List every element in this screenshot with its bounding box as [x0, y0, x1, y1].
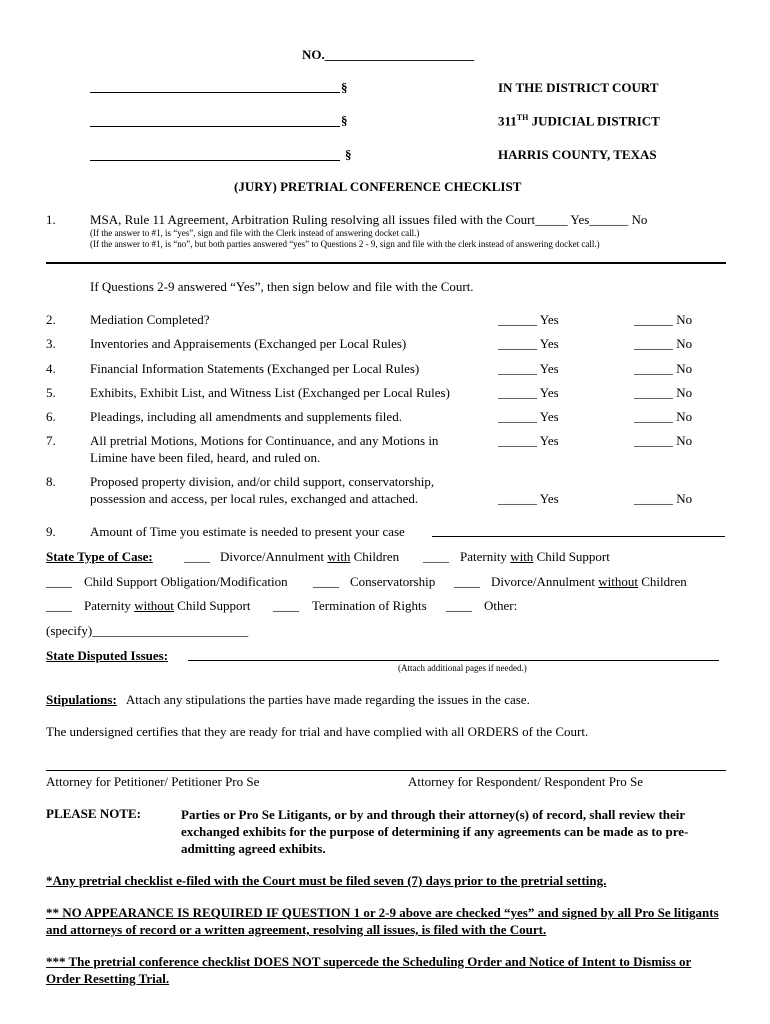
q-number: 5.	[46, 385, 56, 400]
party-line-2[interactable]	[90, 126, 340, 127]
q-text: Exhibits, Exhibit List, and Witness List (Exchanged per Local Rules)	[90, 385, 450, 400]
case-type-blank[interactable]: ____	[313, 574, 339, 589]
case-number-label[interactable]: NO._______________________	[302, 47, 475, 62]
disputed-issues-label: State Disputed Issues:	[46, 648, 169, 663]
specify-field[interactable]: (specify)________________________	[46, 623, 249, 638]
case-type-paternity-with-support: Paternity with Child Support	[460, 549, 610, 564]
stipulations	[46, 692, 530, 708]
q-number: 4.	[46, 361, 56, 376]
q-number: 6.	[46, 409, 56, 424]
please-note-text: Parties or Pro Se Litigants, or by and through their attorney(s) of record, shall review their exchanged exhibits for the purpose of determining if any agreements can be made as to pre-admitting agreed exhibits.	[181, 807, 689, 856]
q-text: Inventories and Appraisements (Exchanged per Local Rules)	[90, 336, 407, 351]
judicial-district	[498, 113, 660, 129]
time-estimate-field[interactable]	[432, 536, 725, 537]
no-checkbox[interactable]: ______ No	[634, 433, 693, 448]
q-text-cont: possession and access, per local rules, exchanged and attached.	[90, 491, 419, 506]
section-divider	[46, 262, 726, 264]
court-name: IN THE DISTRICT COURT	[498, 80, 659, 95]
q1-note-no: (If the answer to #1, is “no”, but both parties answered “yes” to Questions 2 - 9, sign and file with the clerk instead of answering docket call.)	[90, 239, 600, 249]
page-title: (JURY) PRETRIAL CONFERENCE CHECKLIST	[234, 179, 522, 194]
certification-text: The undersigned certifies that they are ready for trial and have complied with all ORDERS of the Court.	[46, 724, 589, 739]
party-line-3[interactable]	[90, 160, 340, 161]
q9-number: 9.	[46, 524, 56, 539]
yes-checkbox[interactable]: ______ Yes	[498, 361, 559, 376]
q-text: Pleadings, including all amendments and supplements filed.	[90, 409, 402, 424]
stipulations-text: Attach any stipulations the parties have made regarding the issues in the case.	[125, 692, 530, 707]
petitioner-signature-label: Attorney for Petitioner/ Petitioner Pro Se	[46, 774, 260, 789]
case-type-conservatorship: Conservatorship	[350, 574, 436, 589]
yes-checkbox[interactable]: ______ Yes	[498, 409, 559, 424]
yes-checkbox[interactable]: ______ Yes	[498, 491, 559, 506]
district-number: 311	[498, 113, 517, 129]
case-type-paternity-without-support: Paternity without Child Support	[84, 598, 251, 613]
q-number: 2.	[46, 312, 56, 327]
q-number: 3.	[46, 336, 56, 351]
party-line-1[interactable]	[90, 92, 340, 93]
yes-checkbox[interactable]: ______ Yes	[498, 312, 559, 327]
q1-note-yes: (If the answer to #1, is “yes”, sign and file with the Clerk instead of answering docket call.)	[90, 228, 420, 238]
case-type-blank[interactable]: ____	[423, 549, 449, 564]
no-checkbox[interactable]: ______ No	[634, 361, 693, 376]
yes-checkbox[interactable]: ______ Yes	[498, 336, 559, 351]
q1-number: 1.	[46, 212, 56, 227]
instructions: If Questions 2-9 answered “Yes”, then sign below and file with the Court.	[90, 279, 474, 294]
case-type-blank[interactable]: ____	[454, 574, 480, 589]
case-type-blank[interactable]: ____	[46, 574, 72, 589]
case-type-divorce-with-children: Divorce/Annulment with Children	[220, 549, 400, 564]
q9-text: Amount of Time you estimate is needed to present your case	[90, 524, 405, 539]
case-type-divorce-without-children: Divorce/Annulment without Children	[491, 574, 687, 589]
district-label: JUDICIAL DISTRICT	[531, 113, 660, 129]
signature-line[interactable]	[46, 770, 726, 771]
no-checkbox[interactable]: ______ No	[634, 312, 693, 327]
case-type-child-support: Child Support Obligation/Modification	[84, 574, 288, 589]
case-type-other: Other:	[484, 598, 518, 613]
section-symbol: §	[341, 80, 348, 95]
q-text: Financial Information Statements (Exchanged per Local Rules)	[90, 361, 420, 376]
attach-note: (Attach additional pages if needed.)	[398, 663, 527, 673]
q-text: All pretrial Motions, Motions for Continuance, and any Motions in	[90, 433, 439, 448]
section-symbol: §	[345, 147, 352, 162]
disputed-issues-field[interactable]	[188, 660, 719, 661]
case-type-blank[interactable]: ____	[184, 549, 210, 564]
no-checkbox[interactable]: ______ No	[634, 336, 693, 351]
q-number: 8.	[46, 474, 56, 489]
respondent-signature-label: Attorney for Respondent/ Respondent Pro Se	[408, 774, 644, 789]
case-type-label: State Type of Case:	[46, 549, 153, 564]
no-checkbox[interactable]: ______ No	[634, 491, 693, 506]
q-text-cont: Limine have been filed, heard, and ruled on.	[90, 450, 321, 465]
no-checkbox[interactable]: ______ No	[634, 385, 693, 400]
district-suffix: TH	[516, 113, 529, 122]
q-text: Proposed property division, and/or child support, conservatorship,	[90, 474, 435, 489]
yes-checkbox[interactable]: ______ Yes	[498, 433, 559, 448]
q-number: 7.	[46, 433, 56, 448]
case-type-termination: Termination of Rights	[312, 598, 427, 613]
yes-checkbox[interactable]: ______ Yes	[498, 385, 559, 400]
section-symbol: §	[341, 113, 348, 128]
q-text: Mediation Completed?	[90, 312, 210, 327]
please-note-label: PLEASE NOTE:	[46, 806, 141, 821]
no-appearance-note: ** NO APPEARANCE IS REQUIRED IF QUESTION 1 or 2-9 above are checked “yes” and signed by all Pro Se litigants and attorneys of record or a written agreement, resolving all issues, is filed with the Court.	[46, 905, 719, 937]
no-checkbox[interactable]: ______ No	[634, 409, 693, 424]
q1-text[interactable]: MSA, Rule 11 Agreement, Arbitration Ruling resolving all issues filed with the Court_____ Yes______ No	[90, 212, 648, 227]
case-type-blank[interactable]: ____	[273, 598, 299, 613]
case-type-blank[interactable]: ____	[46, 598, 72, 613]
county-state: HARRIS COUNTY, TEXAS	[498, 147, 657, 162]
case-type-blank[interactable]: ____	[446, 598, 472, 613]
efile-note: *Any pretrial checklist e-filed with the Court must be filed seven (7) days prior to the pretrial setting.	[46, 873, 607, 888]
stipulations-label: Stipulations:	[46, 692, 117, 707]
scheduling-order-note: *** The pretrial conference checklist DOES NOT supercede the Scheduling Order and Notice of Intent to Dismiss or Order Resetting Trial.	[46, 954, 692, 986]
